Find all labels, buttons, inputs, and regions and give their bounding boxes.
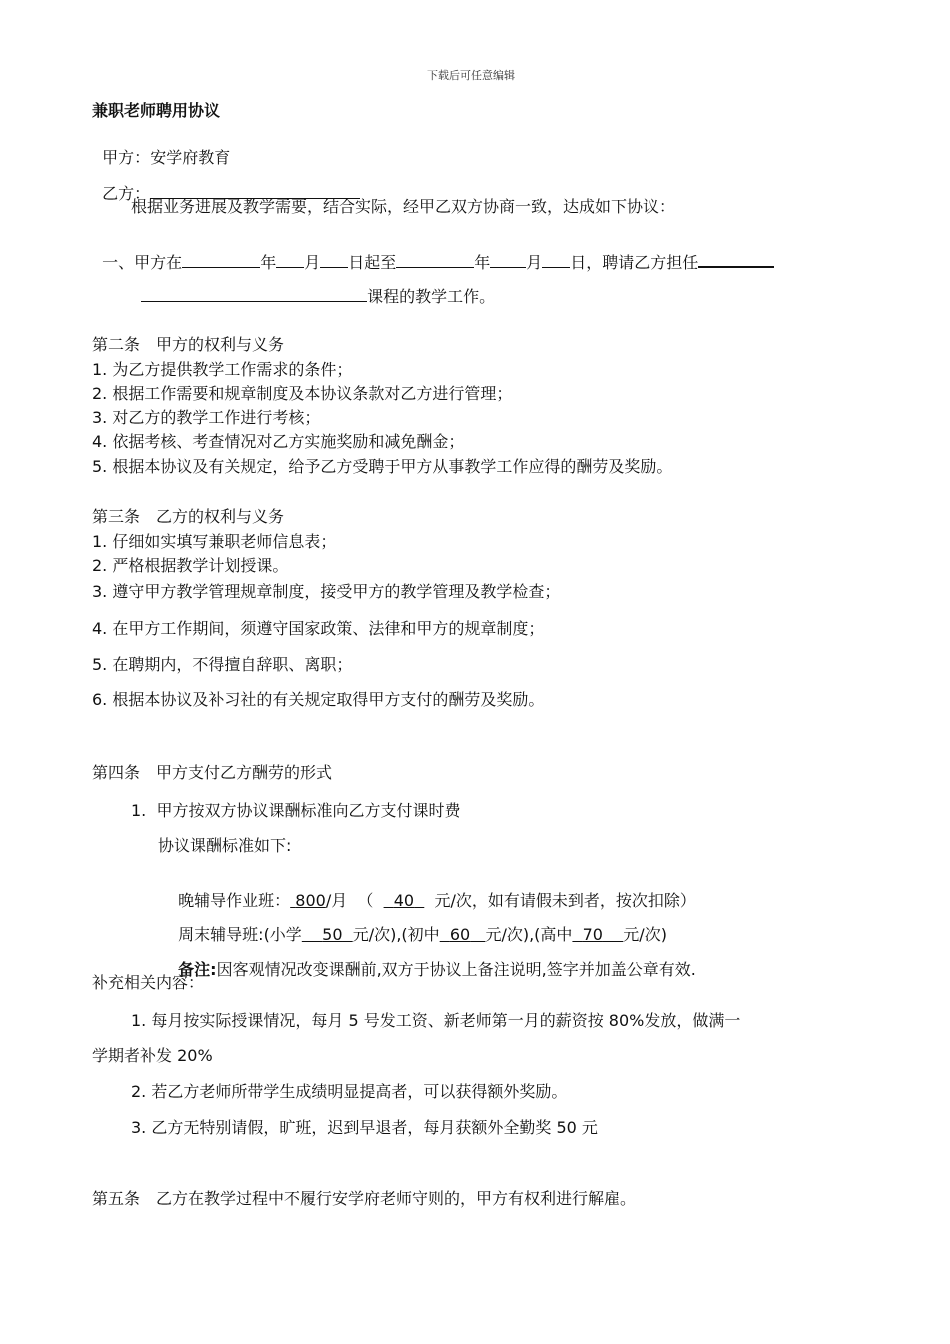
party-a-value: 安学府教育 — [150, 148, 231, 167]
middle-fee-value: 60 — [449, 925, 471, 944]
supplement-title: 补充相关内容： — [92, 973, 205, 992]
list-item — [92, 457, 672, 477]
page-header-note: 下载后可任意编辑 — [427, 69, 515, 82]
year-label: 年 — [260, 253, 277, 272]
item-number: 5. — [92, 457, 108, 476]
end-day-blank[interactable] — [542, 252, 570, 268]
item-number: 2. — [92, 384, 108, 403]
clause1-line2 — [131, 266, 495, 307]
item-text: 仔细如实填写兼职老师信息表； — [112, 532, 337, 551]
item-number: 4. — [92, 619, 108, 638]
item-text: 遵守甲方教学管理规章制度，接受甲方的教学管理及教学检查； — [112, 582, 561, 601]
evening-suffix: 元/次，如有请假未到者，按次扣除） — [424, 891, 696, 910]
item-number: 2. — [92, 556, 108, 575]
evening-monthly-value: 800 — [295, 891, 326, 910]
course-name-blank[interactable] — [141, 286, 367, 302]
list-item — [92, 690, 544, 710]
item-number: 4. — [92, 432, 108, 451]
list-item — [92, 655, 352, 675]
supplement-item1-line2: 学期者补发 20% — [92, 1046, 213, 1065]
item-text: 对乙方的教学工作进行考核； — [112, 408, 321, 427]
month-label: 月 — [304, 253, 321, 272]
remark-text: 因客观情况改变课酬前,双方于协议上备注说明,签字并加盖公章有效. — [216, 960, 696, 979]
article4-item1: 1. 甲方按双方协议课酬标准向乙方支付课时费 — [131, 801, 461, 820]
day-label: 日起至 — [348, 253, 397, 272]
item-number: 1. — [92, 360, 108, 379]
list-item — [92, 360, 352, 380]
item-text: 严格根据教学计划授课。 — [112, 556, 289, 575]
weekend-mid-text: 元/次),(高中 — [485, 925, 573, 944]
article3-title: 第三条 乙方的权利与义务 — [92, 507, 285, 526]
evening-mid-text: /月 （ — [325, 891, 384, 910]
item-text: 根据本协议及有关规定，给予乙方受聘于甲方从事教学工作应得的酬劳及奖励。 — [112, 457, 673, 476]
list-item — [92, 532, 336, 552]
clause1-suffix: 课程的教学工作。 — [367, 287, 496, 306]
item-text: 在甲方工作期间，须遵守国家政策、法律和甲方的规章制度； — [112, 619, 545, 638]
day-label: 日，聘请乙方担任 — [570, 253, 699, 272]
article4-title: 第四条 甲方支付乙方酬劳的形式 — [92, 763, 333, 782]
item-text: 为乙方提供教学工作需求的条件； — [112, 360, 353, 379]
list-item — [92, 408, 320, 428]
document-title: 兼职老师聘用协议 — [92, 101, 221, 120]
fee-standard-label: 协议课酬标准如下: — [158, 836, 292, 855]
weekend-label: 周末辅导班:(小学 — [178, 925, 302, 944]
evening-per-value: 40 — [393, 891, 415, 910]
party-a-line — [92, 128, 230, 168]
intro-paragraph: 根据业务进展及教学需要，结合实际，经甲乙双方协商一致，达成如下协议： — [131, 197, 676, 216]
course-blank[interactable] — [698, 251, 774, 268]
evening-label: 晚辅导作业班： — [178, 891, 291, 910]
item-text: 根据工作需要和规章制度及本协议条款对乙方进行管理； — [112, 384, 513, 403]
year-label: 年 — [474, 253, 491, 272]
list-item — [92, 582, 560, 602]
item-text: 在聘期内，不得擅自辞职、离职； — [112, 655, 353, 674]
item-number: 3. — [92, 582, 108, 601]
item-number: 1. — [92, 532, 108, 551]
primary-fee-value: 50 — [322, 925, 343, 944]
remark-label: 备注: — [178, 960, 217, 979]
list-item — [92, 619, 544, 639]
list-item — [92, 432, 464, 452]
supplement-item1-line1: 1. 每月按实际授课情况，每月 5 号发工资、新老师第一月的薪资按 80%发放，做满一 — [131, 1011, 741, 1030]
item-number: 3. — [92, 408, 108, 427]
article5-text: 第五条 乙方在教学过程中不履行安学府老师守则的，甲方有权利进行解雇。 — [92, 1189, 637, 1208]
weekend-class-fee — [168, 905, 667, 945]
list-item — [92, 384, 512, 404]
weekend-suffix: 元/次) — [623, 925, 667, 944]
supplement-item2: 2. 若乙方老师所带学生成绩明显提高者，可以获得额外奖励。 — [131, 1082, 568, 1101]
clause1-prefix: 一、甲方在 — [102, 253, 183, 272]
item-number: 6. — [92, 690, 108, 709]
article2-title: 第二条 甲方的权利与义务 — [92, 335, 285, 354]
item-text: 根据本协议及补习社的有关规定取得甲方支付的酬劳及奖励。 — [112, 690, 545, 709]
party-a-label: 甲方： — [102, 148, 151, 167]
month-label: 月 — [526, 253, 543, 272]
remark-line — [168, 940, 696, 980]
high-fee-value: 70 — [582, 925, 603, 944]
end-month-blank[interactable] — [490, 252, 526, 268]
supplement-item3: 3. 乙方无特别请假，旷班，迟到早退者，每月获额外全勤奖 50 元 — [131, 1118, 598, 1137]
list-item — [92, 556, 288, 576]
weekend-mid-text: 元/次),(初中 — [352, 925, 440, 944]
item-text: 依据考核、考查情况对乙方实施奖励和减免酬金； — [112, 432, 465, 451]
item-number: 5. — [92, 655, 108, 674]
party-b-label: 乙方： — [102, 184, 151, 203]
